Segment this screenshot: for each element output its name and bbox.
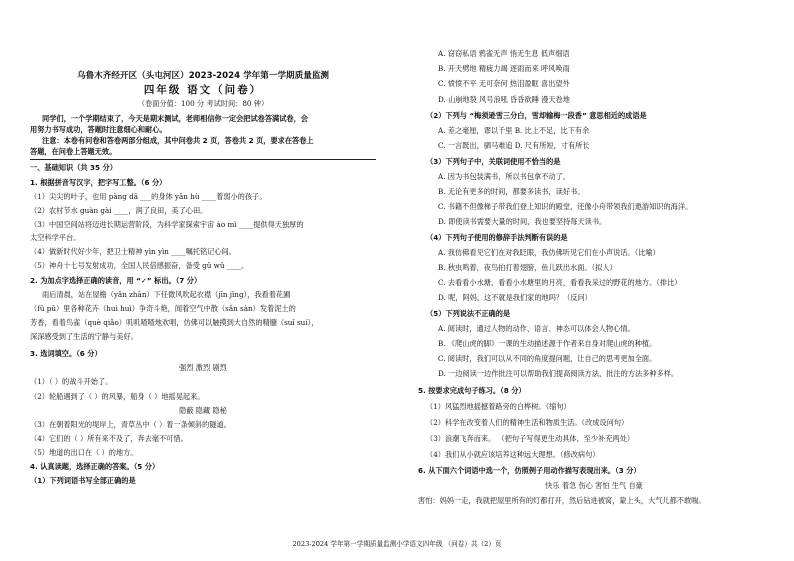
option-line: D. 山崩地裂 风号浪吼 昏昏欲睡 漫天卷地 <box>438 95 570 104</box>
note-line: 注意：本卷有问卷和答卷两部分组成，其中问卷共 2 页，答卷共 2 页，要求在答卷上 <box>42 136 314 145</box>
option-line: B. 《爬山虎的脚》一课的生动描述源于作者来自身对爬山虎的种植。 <box>438 339 657 348</box>
question-item: 太空科学平台。 <box>30 233 81 242</box>
question-item: （2）农村节水 guàn gài ____，润了良田，美了心田。 <box>30 206 208 215</box>
divider <box>30 159 376 160</box>
question-item: （2）科学在改变着人们的精神生活和物质生活。（改成设问句） <box>426 418 629 427</box>
question-heading: 3. 选词填空。（6 分） <box>30 349 102 358</box>
question-item: （1）尖尖的叶子，也用 pàng dā ___的身体 yǎn hù ____着弱小的孩子。 <box>30 192 267 201</box>
question-item: 深深感受到了生活的宁静与美好。 <box>30 332 138 341</box>
option-line: C. 一言既出，驷马难追 D. 尺有所短，寸有所长 <box>438 141 590 150</box>
option-line: A. 我仿佛看见它们在对我眨眼，我仿佛听见它们在小声说话。（比喻） <box>438 248 660 257</box>
option-line: C. 书籍不但像梯子带我们登上知识的殿堂，还像小舟带领我们遨游知识的海洋。 <box>438 202 693 211</box>
option-line: D. 呢，阿妈，这不就是我们家的地吗？（反问） <box>438 293 592 302</box>
question-item: （2）下列与 “梅须逊雪三分白，雪却输梅一段香” 意思相近的成语是 <box>426 111 647 120</box>
question-item: （4）它们的（ ）所有来不及了，奔去毫不可惜。 <box>30 434 188 443</box>
option-line: D. 即使读书需要大量的时间，我也要坚持每天读书。 <box>438 217 607 226</box>
question-heading: 4. 认真读题，选择正确的答案。（5 分） <box>30 462 160 471</box>
example-sentence: 害怕：妈妈一走，我就把屋里所有的灯都打开，然后钻进被窝，蒙上头，大气儿都不敢喘。 <box>418 496 706 505</box>
page-footer: 2023-2024 学年第一学期质量监测小学语文四年级 （问卷）共（2）页 <box>292 540 502 548</box>
word-bank: 隐蔽 隐藏 隐秘 <box>179 406 227 415</box>
intro-line: 同学们，一个学期结束了，今天是期末测试，老师相信你一定会把试卷答满试卷，会 <box>42 114 308 123</box>
exam-subtitle: 四年级 语文（问卷） <box>143 84 263 96</box>
option-line: D. 一边阅读一边作批注可以帮助我们提高阅读方法，批注的方法多种多样。 <box>438 369 679 378</box>
question-heading: 5. 按要求完成句子练习。（8 分） <box>418 386 526 395</box>
note-line: 答题，在问卷上答题无效。 <box>30 147 117 156</box>
option-line: B. 开天劈地 精疲力竭 逐雨而来 呼风唤雨 <box>438 64 570 73</box>
option-line: B. 无论有更多的时间，都要多读书，读好书。 <box>438 187 585 196</box>
exam-info: （卷面分值：100 分 考试时间：80 钟） <box>137 99 269 108</box>
word-bank: 快乐 着急 伤心 害怕 生气 自豪 <box>545 481 643 490</box>
option-line: B. 秋虫鸣着，夜鸟拍打着翅膀，鱼儿跃出水面。（拟人） <box>438 263 617 272</box>
question-item: 雨后清晨，站在屋檐（yǎn zhān）下任微风吹起衣襟（jīn jǐng），我看着花圃 <box>42 290 291 299</box>
question-item: （4）我们从小就应该培养这种远大理想。（修改病句） <box>426 450 600 459</box>
option-line: A. 差之毫厘，谬以千里 B. 比上不足，比下有余 <box>438 126 590 135</box>
option-line: C. 愤愤不平 无可奈何 热泪盈眶 喜出望外 <box>438 79 570 88</box>
question-item: （1）风猛烈地摇撼着路旁的白桦树。（缩句） <box>426 402 571 411</box>
option-line: C. 去看看小水塘，看看小水塘里的月亮，看看我采过的野花的地方。（排比） <box>438 278 682 287</box>
option-line: A. 窃窃私语 鸦雀无声 悄无生息 低声细语 <box>438 49 570 58</box>
question-item: （fǔ pǔ）里各种花卉（huì huì）争奇斗艳，闻着空气中散（sǎn sàn）发着泥土的 <box>30 304 296 313</box>
intro-line: 用努力书写成功，答题时注意细心和耐心。 <box>30 125 167 134</box>
question-item: （5）下列说法不正确的是 <box>426 309 511 318</box>
question-heading: 6. 从下面六个词语中选一个，仿照例子用动作描写表现出来。（3 分） <box>418 466 641 475</box>
question-item: （3）浪潮飞奔而来。 （把句子写得更生动具体，至少补充两处） <box>426 434 635 443</box>
option-line: A. 阅读时，通过人物的动作、语言、神态可以体会人物心情。 <box>438 324 635 333</box>
question-item: （5）地道的出口在（ ）的地方。 <box>30 448 138 457</box>
question-heading: 1. 根据拼音写汉字，把字写工整。（6 分） <box>30 178 167 187</box>
word-bank: 强烈 激烈 剧烈 <box>179 363 227 372</box>
option-line: C. 阅读时，我们可以从不同的角度提问题，让自己的思考更加全面。 <box>438 354 657 363</box>
question-item: （1）下列词语书写全部正确的是 <box>30 476 136 485</box>
question-item: （1）（ ）的战斗开始了。 <box>30 377 113 386</box>
section-heading: 一、基础知识（共 35 分） <box>30 163 117 172</box>
question-item: （3）中国空间站将迈进长期运营阶段，为科学家探索宇宙 ào mì ____提供得天独厚的 <box>30 220 304 229</box>
question-item: （5）神舟十七号发射成功，全国人民倍感振奋，备受 gǔ wǔ ____。 <box>30 261 249 270</box>
question-heading: 2. 为加点字选择正确的读音，用 “✓” 标出。（7 分） <box>30 276 202 285</box>
question-item: （4）下列句子使用的修辞手法判断有误的是 <box>426 233 568 242</box>
question-item: （4）做新时代好少年，把卫士精神 yìn yìn ____嘱托铭记心间。 <box>30 247 236 256</box>
exam-title: 乌鲁木齐经开区（头屯河区）2023-2024 学年第一学期质量监测 <box>76 71 330 81</box>
option-line: A. 因为书包装满书，所以书包拿不动了。 <box>438 172 570 181</box>
question-item: （3）下列句子中，关联词使用不恰当的是 <box>426 157 561 166</box>
question-item: （3）在朝着阳光的堤岸上，青草丛中（ ）着一条倾斜的隧道。 <box>30 420 231 429</box>
question-item: （2）轮船遇到了（ ）的风暴，船身（ ）地摇晃起来。 <box>30 392 205 401</box>
question-item: 芳香，看着鸟雀（què qiǎo）叽叽喳喳地欢唱，仿佛可以触摸到大自然的精髓（suǐ suí）， <box>30 318 319 327</box>
